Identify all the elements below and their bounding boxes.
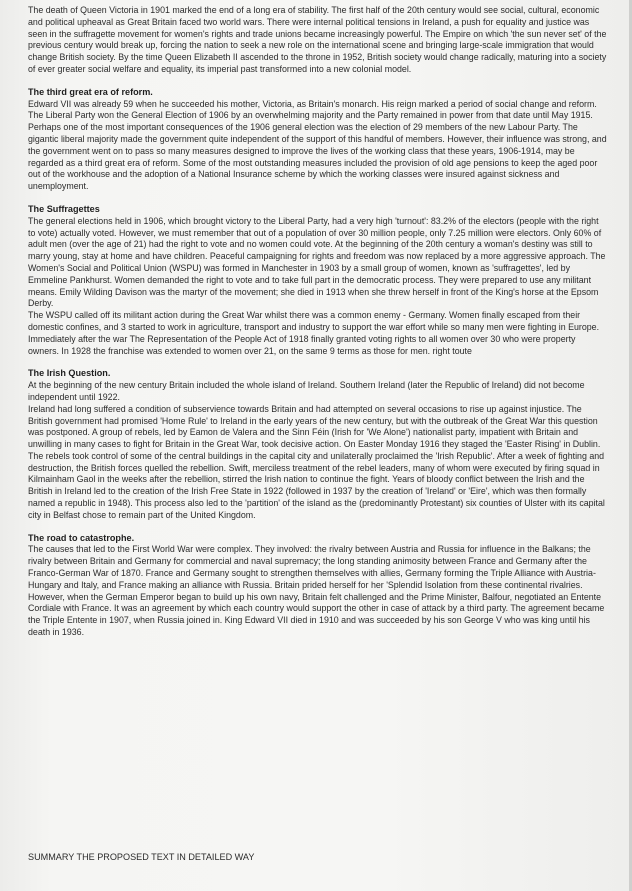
intro-paragraph: The death of Queen Victoria in 1901 marked the end of a long era of stability. The first half of the 20th century would see social, cultural, economic and political upheaval as Great Britain faced two world wars. There were internal political tensions in Ireland, a push for equality and justice was seen in the suffragette movement for women's rights and trade unions became increasingly powerful. The Empire on which 'the sun never set' of the previous century would break up, forcing the nation to seek a new role on the international scene and bringing large-scale immigration that would change British society. By the time Queen Elizabeth II ascended to the throne in 1952, British society would change radically, maturing into a society of ever greater social welfare and equality, its imperial past transformed into a new colonial model. <box>28 5 607 74</box>
section-road-to-catastrophe <box>28 533 608 639</box>
section-paragraph: The causes that led to the First World War were complex. They involved: the rivalry between Austria and Russia for influence in the Balkans; the rivalry between Britain and Germany for commercial and naval supremacy; the long standing animosity between France and Germany after the Franco-German War of 1870. France and Germany sought to strengthen themselves with allies, Germany forming the Triple Alliance with Austria-Hungary and Italy, and France making an alliance with Russia. Britain prided herself for her 'Splendid Isolation from these continental rivalries. However, when the German Emperor began to build up his own navy, Britain felt challenged and the Prime Minister, Balfour, negotiated an Entente Cordiale with France. It was an agreement by which each country would support the other in case of attack by a third party. The agreement became the Triple Entente in 1907, when Russia joined in. King Edward VII died in 1910 and was succeeded by his son George V who was king until his death in 1936. <box>28 544 605 638</box>
section-heading: The road to catastrophe. <box>28 532 135 543</box>
summary-instruction: SUMMARY THE PROPOSED TEXT IN DETAILED WAY <box>28 852 255 862</box>
section-paragraph: Edward VII was already 59 when he succeeded his mother, Victoria, as Britain's monarch. His reign marked a period of social change and reform. The Liberal Party won the General Election of 1906 by an overwhelming majority and the Party remained in power from that date until May 1915. Perhaps one of the most important consequences of the 1906 general election was the election of 29 members of the new Labour Party. The gigantic liberal majority made the government quite independent of the support of this handful of members. However, their influence was strong, and the government went on to pass so many measures designed to improve the lives of the working class that these years, 1906-1914, may be regarded as a third great era of reform. Some of the most outstanding measures included the provision of old age pensions to keep the aged poor out of the workhouse and the adoption of a National Insurance scheme by which the working classes were insured against sickness and unemployment. <box>28 98 607 192</box>
section-heading: The Suffragettes <box>28 203 100 214</box>
section-irish-question <box>28 368 608 521</box>
section-reform <box>28 87 608 193</box>
section-paragraph: At the beginning of the new century Britain included the whole island of Ireland. Southern Ireland (later the Republic of Ireland) did not become independent until 1922. <box>28 380 585 402</box>
section-heading: The Irish Question. <box>28 368 111 379</box>
section-suffragettes <box>28 204 608 357</box>
section-heading: The third great era of reform. <box>28 86 153 97</box>
section-paragraph: The WSPU called off its militant action during the Great War whilst there was a common enemy - Germany. Women finally escaped from their domestic confines, and 3 started to work in agriculture, transport and industry to support the war effort while so many men were fighting in Europe. Immediately after the war The Representation of the People Act of 1918 finally granted voting rights to all women over 30 who were property owners. In 1928 the franchise was extended to women over 21, on the same 9 terms as those for men. right toute <box>28 310 600 356</box>
section-paragraph: Ireland had long suffered a condition of subservience towards Britain and had attempted on several occasions to rise up against injustice. The British government had promised 'Home Rule' to Ireland in the early years of the new century, but with the outbreak of the Great War this question was postponed. A group of rebels, led by Eamon de Valera and the Sinn Féin (Irish for 'We Alone') nationalist party, impatient with Britain and unwilling in many cases to fight for Britain in the Great War, took decisive action. On Easter Monday 1916 they staged the 'Easter Rising' in Dublin. The rebels took control of some of the central buildings in the capital city and unilaterally proclaimed the 'Irish Republic'. After a week of fighting and destruction, the British forces quelled the rebellion. Swift, merciless treatment of the rebel leaders, many of whom were executed by firing squad in Kilmainham Gaol in the weeks after the rebellion, stirred the Irish nation to continue the fight. Years of bloody conflict between the Irish and the British in Ireland led to the creation of the Irish Free State in 1922 (followed in 1937 by the creation of 'Ireland' or 'Eire', which was then formally named a republic in 1948). This process also led to the 'partition' of the island as the (predominantly Protestant) six counties of Ulster with its capital city in Belfast chose to remain part of the United Kingdom. <box>28 403 605 520</box>
section-paragraph: The general elections held in 1906, which brought victory to the Liberal Party, had a very high 'turnout': 83.2% of the electors (people with the right to vote) actually voted. However, we must remember that out of a population of over 30 million people, only 7.25 million were electors. Only 60% of adult men (over the age of 21) had the right to vote and no women could vote. At the beginning of the 20th century a woman's destiny was still to marry young, stay at home and have children. Peaceful campaigning for rights and freedom was now replaced by a more aggressive approach. The Women's Social and Political Union (WSPU) was formed in Manchester in 1903 by a small group of women, known as 'suffragettes', led by Emmeline Pankhurst. Women demanded the right to vote and to take full part in the democratic process. They were prepared to use any militant means. Emily Wilding Davison was the martyr of the movement; she died in 1913 when she threw herself in front of the King's horse at the Epsom Derby. <box>28 215 606 309</box>
